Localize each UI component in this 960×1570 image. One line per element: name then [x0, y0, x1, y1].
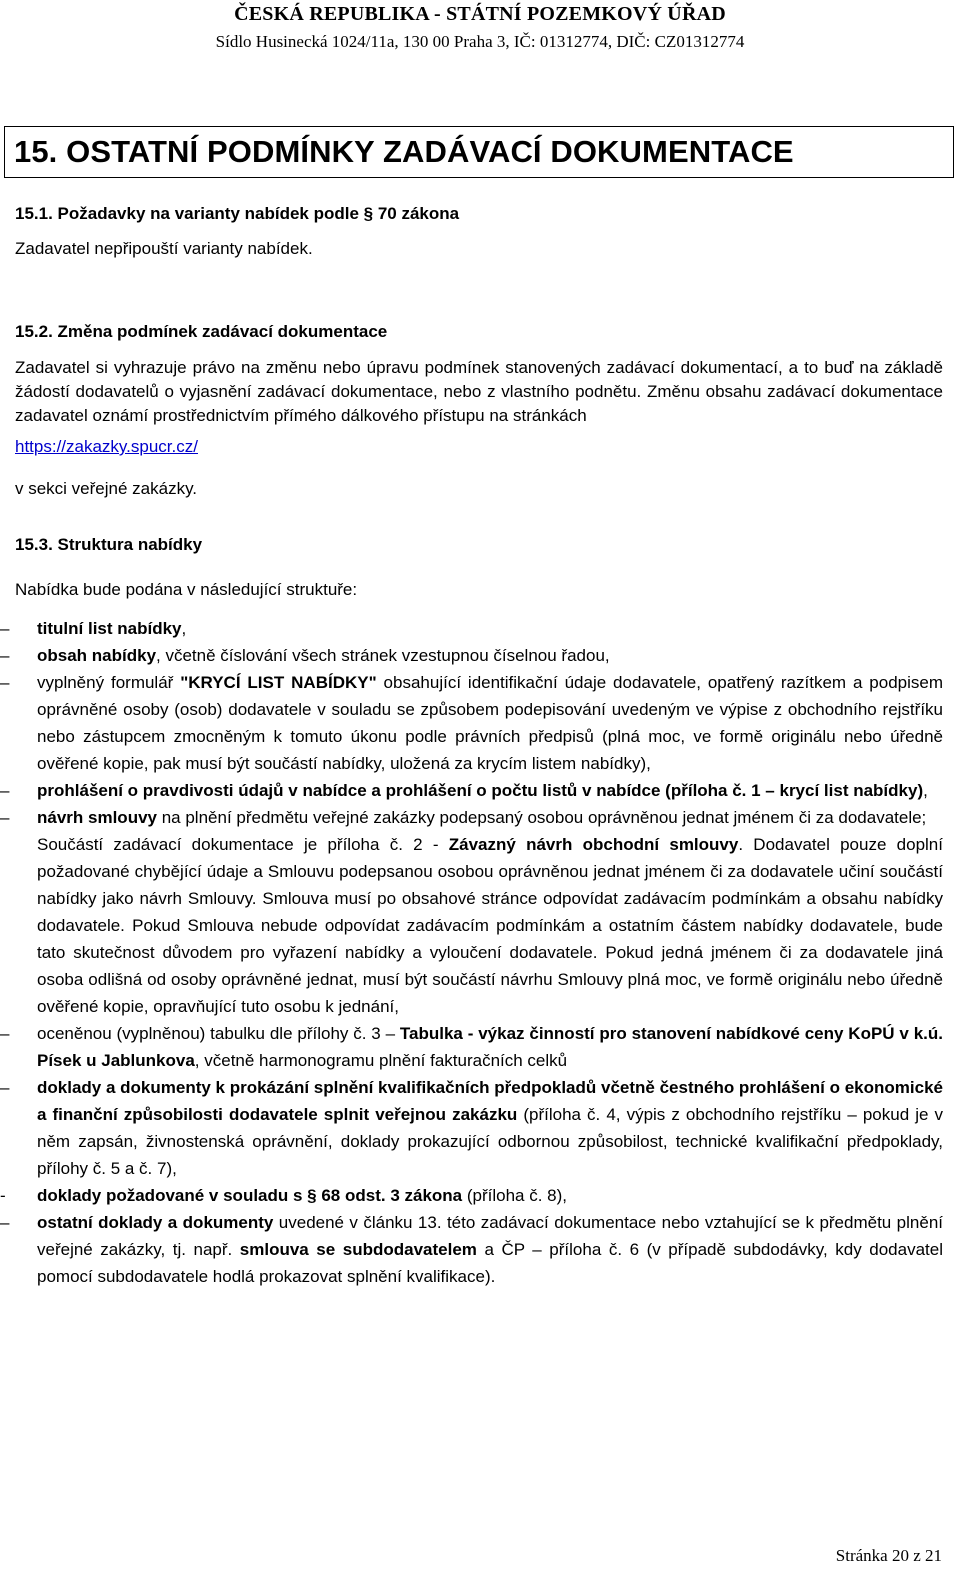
subsection-after-link: v sekci veřejné zakázky.	[15, 479, 198, 498]
header-title: ČESKÁ REPUBLIKA - STÁTNÍ POZEMKOVÝ ÚŘAD	[234, 3, 726, 25]
structure-list	[0, 615, 943, 1290]
contract-note: Součástí zadávací dokumentace je příloha č. 2 - Závazný návrh obchodní smlouvy. Dodavatel pouze doplní požadované chybějící údaje a Smlouvu podepsanou osobou oprávněnou jednat jménem či za dodavatele učiní součástí nabídky jako návrh Smlouvy. Smlouva musí po obsahové stránce odpovídat zadávacím podmínkám a obsahu nabídky dodavatele. Pokud Smlouva nebude odpovídat zadávacím podmínkám a ostatním částem nabídky dodavatele, bude tato skutečnost důvodem pro vyřazení nabídky a vyloučení dodavatele. Pokud jedná jménem či za dodavatele jiná osoba odlišná od osoby oprávněné jednat, musí být součástí návrhu Smlouvy plná moc, ve formě originálu nebo úředně ověřené kopie, opravňující tuto osobu k jednání,	[37, 835, 943, 1016]
list-item: – titulní list nabídky,	[0, 619, 187, 638]
list-item: – ostatní doklady a dokumenty uvedené v článku 13. této zadávací dokumentace nebo vztahující se k předmětu plnění veřejné zakázky, tj. např. smlouva se subdodavatelem a ČP – příloha č. 6 (v případě subdodávky, kdy dodavatel pomocí subdodavatele hodlá prokazovat splnění kvalifikace).	[0, 1213, 943, 1286]
list-item: – prohlášení o pravdivosti údajů v nabídce a prohlášení o počtu listů v nabídce (příloha č. 1 – krycí list nabídky),	[0, 781, 928, 800]
list-item: - doklady požadované v souladu s § 68 odst. 3 zákona (příloha č. 8),	[0, 1186, 567, 1205]
list-item: – oceněnou (vyplněnou) tabulku dle přílohy č. 3 – Tabulka - výkaz činností pro stanovení nabídkové ceny KoPÚ v k.ú. Písek u Jablunkova, včetně harmonogramu plnění fakturačních celků	[0, 1024, 943, 1070]
section-title: 15. OSTATNÍ PODMÍNKY ZADÁVACÍ DOKUMENTACE	[14, 134, 794, 169]
document-body	[0, 200, 944, 1290]
list-item: – obsah nabídky, včetně číslování všech stránek vzestupnou číselnou řadou,	[0, 646, 610, 665]
subsection-text-15-2: Zadavatel si vyhrazuje právo na změnu nebo úpravu podmínek stanovených zadávací dokumentací, a to buď na základě žádostí dodavatelů o vyjasnění zadávací dokumentace, nebo z vlastního podnětu. Změnu obsahu zadávací dokumentace zadavatel oznámí prostřednictvím přímého dálkového přístupu na stránkách	[15, 358, 943, 425]
subsection-heading-15-1: 15.1. Požadavky na varianty nabídek podle § 70 zákona	[15, 204, 460, 223]
link-paragraph	[15, 433, 943, 460]
subsection-heading-15-2: 15.2. Změna podmínek zadávací dokumentace	[15, 322, 388, 341]
page-number: Stránka 20 z 21	[835, 1546, 942, 1565]
zakazky-link[interactable]: https://zakazky.spucr.cz/	[15, 437, 198, 456]
header-address: Sídlo Husinecká 1024/11a, 130 00 Praha 3, IČ: 01312774, DIČ: CZ01312774	[215, 32, 745, 51]
structure-intro: Nabídka bude podána v následující struktuře:	[15, 580, 358, 599]
list-item: – doklady a dokumenty k prokázání splnění kvalifikačních předpokladů včetně čestného prohlášení o ekonomické a finanční způsobilosti dodavatele splnit veřejnou zakázku (příloha č. 4, výpis z obchodního rejstříku – pokud je v něm zapsán, živnostenská oprávnění, doklady prokazující odbornou způsobilost, technické kvalifikační předpoklady, přílohy č. 5 a č. 7),	[0, 1078, 943, 1178]
list-item: – vyplněný formulář "KRYCÍ LIST NABÍDKY" obsahující identifikační údaje dodavatele, opatřený razítkem a podpisem oprávněné osoby (osob) dodavatele v souladu se způsobem podepisování uvedeným ve výpise z obchodního rejstříku nebo zástupcem zmocněným k tomuto úkonu podle právních předpisů (plná moc, ve formě originálu nebo úředně ověřené kopie, pak musí být součástí nabídky, uložená za krycím listem nabídky),	[0, 673, 944, 773]
subsection-heading-15-3: 15.3. Struktura nabídky	[15, 535, 203, 554]
subsection-text-15-1: Zadavatel nepřipouští varianty nabídek.	[15, 239, 313, 258]
list-item: – návrh smlouvy na plnění předmětu veřejné zakázky podepsaný osobou oprávněnou jednat jménem či za dodavatele; Součástí zadávací dokumentace je příloha č. 2 - Závazný návrh obchodní smlouvy. Dodavatel pouze doplní požadované chybějící údaje a Smlouvu podepsanou osobou oprávněnou jednat jménem či za dodavatele učiní součástí nabídky jako návrh Smlouvy. Smlouva musí po obsahové stránce odpovídat zadávacím podmínkám a obsahu nabídky dodavatele. Pokud Smlouva nebude odpovídat zadávacím podmínkám a ostatním částem nabídky dodavatele, bude tato skutečnost důvodem pro vyřazení nabídky a vyloučení dodavatele. Pokud jedná jménem či za dodavatele jiná osoba odlišná od osoby oprávněné jednat, musí být součástí návrhu Smlouvy plná moc, ve formě originálu nebo úředně ověřené kopie, opravňující tuto osobu k jednání,	[0, 804, 943, 1020]
